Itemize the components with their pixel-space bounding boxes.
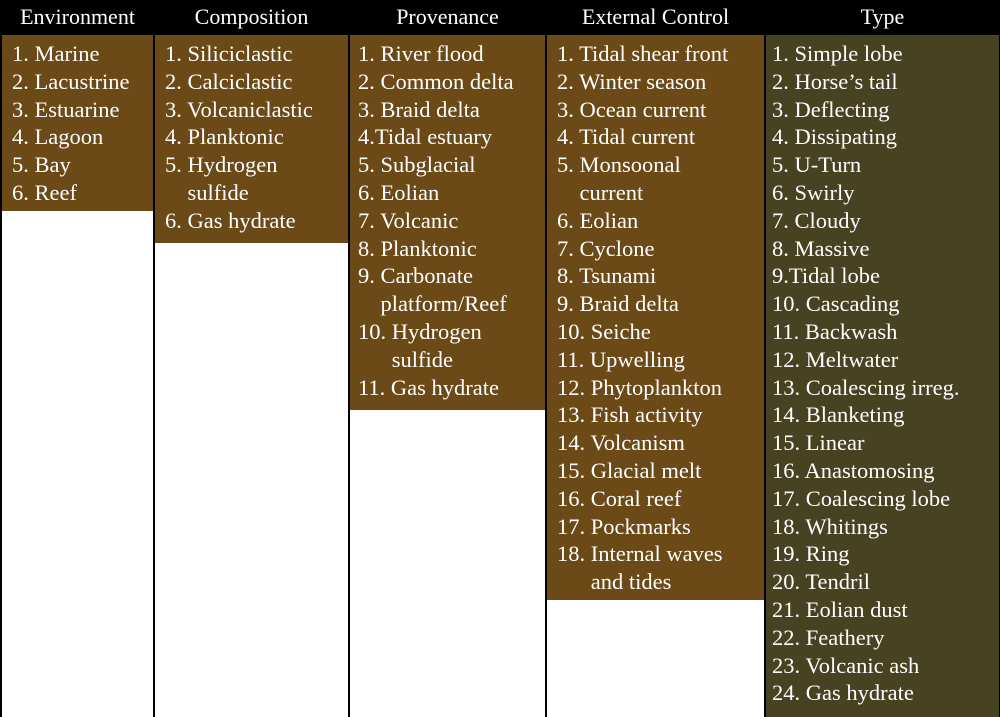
item-label: 21. Eolian dust	[772, 596, 908, 622]
item-label: 4. Tidal current	[557, 124, 696, 150]
type-item	[766, 429, 999, 457]
item-label: 18. Whitings	[772, 513, 888, 539]
composition-list	[155, 35, 348, 243]
environment-item	[2, 179, 153, 207]
item-label: 12. Meltwater	[772, 346, 899, 372]
environment-cell	[2, 35, 153, 717]
item-label-continued: current	[557, 179, 644, 205]
environment-item	[2, 123, 153, 151]
composition-column	[155, 0, 348, 717]
type-item	[766, 652, 999, 680]
item-label: 13. Fish activity	[557, 402, 703, 428]
item-label: 2. Lacustrine	[12, 68, 130, 94]
item-label: 1. Siliciclastic	[165, 41, 293, 66]
type-item	[766, 513, 999, 541]
item-label: 1. Tidal shear front	[557, 41, 729, 66]
item-label: 6. Eolian	[557, 207, 639, 233]
provenance-item	[350, 179, 545, 207]
item-label: 22. Feathery	[772, 624, 885, 650]
item-label: 5. Bay	[12, 152, 71, 178]
item-label-continued: sulfide	[165, 179, 249, 205]
provenance-column	[350, 0, 545, 717]
item-label: 5. U-Turn	[772, 152, 862, 178]
item-label: 7. Cyclone	[557, 235, 655, 261]
external-control-item	[547, 68, 764, 96]
external-control-item	[547, 457, 764, 485]
item-label: 6. Swirly	[772, 179, 855, 205]
type-column	[766, 0, 999, 717]
item-label-continued: platform/Reef	[358, 291, 507, 317]
type-item	[766, 68, 999, 96]
external-control-header: External Control	[581, 4, 730, 29]
item-label: 3. Volcaniclastic	[165, 96, 313, 122]
environment-item	[2, 151, 153, 179]
item-label: 7. Volcanic	[358, 207, 459, 233]
type-item	[766, 262, 999, 290]
external-control-item	[547, 485, 764, 513]
environment-item	[2, 40, 153, 68]
item-label: 10. Seiche	[557, 318, 651, 344]
type-item	[766, 568, 999, 596]
environment-list	[2, 35, 153, 211]
type-item	[766, 401, 999, 429]
external-control-cell	[547, 35, 764, 717]
external-control-item	[547, 374, 764, 402]
environment-column	[2, 0, 153, 717]
provenance-item	[350, 151, 545, 179]
provenance-item	[350, 68, 545, 96]
composition-item	[155, 151, 348, 207]
type-item	[766, 346, 999, 374]
item-label: 18. Internal waves	[557, 541, 723, 567]
external-control-item	[547, 207, 764, 235]
item-label: 5. Subglacial	[358, 152, 476, 178]
external-control-item	[547, 290, 764, 318]
type-item	[766, 596, 999, 624]
item-label: 3. Ocean current	[557, 96, 707, 122]
external-control-item	[547, 262, 764, 290]
item-label: 1. Simple lobe	[772, 41, 903, 66]
item-label: 10. Hydrogen	[358, 318, 482, 344]
external-control-item	[547, 401, 764, 429]
type-list	[766, 35, 999, 717]
environment-item	[2, 96, 153, 124]
item-label: 9.Tidal lobe	[772, 263, 880, 289]
provenance-item	[350, 96, 545, 124]
composition-cell	[155, 35, 348, 717]
item-label: 9. Carbonate	[358, 263, 473, 289]
type-item	[766, 624, 999, 652]
type-item	[766, 374, 999, 402]
item-label: 14. Blanketing	[772, 402, 905, 428]
provenance-header: Provenance	[396, 4, 499, 29]
external-control-item	[547, 40, 764, 68]
provenance-item	[350, 207, 545, 235]
item-label: 6. Eolian	[358, 179, 440, 205]
external-control-item	[547, 235, 764, 263]
item-label: 3. Estuarine	[12, 96, 120, 122]
item-label: 8. Massive	[772, 235, 870, 261]
item-label: 16. Coral reef	[557, 485, 682, 511]
item-label: 19. Ring	[772, 541, 850, 567]
item-label: 14. Volcanism	[557, 430, 685, 456]
external-control-item	[547, 96, 764, 124]
type-cell	[766, 35, 999, 717]
type-item	[766, 40, 999, 68]
item-label: 17. Coalescing lobe	[772, 485, 951, 511]
external-control-item	[547, 513, 764, 541]
provenance-item	[350, 318, 545, 374]
item-label: 11. Backwash	[772, 318, 898, 344]
composition-header: Composition	[194, 4, 309, 29]
type-header: Type	[860, 4, 905, 29]
composition-item	[155, 123, 348, 151]
item-label: 4.Tidal estuary	[358, 124, 493, 150]
type-item	[766, 207, 999, 235]
item-label: 12. Phytoplankton	[557, 374, 723, 400]
provenance-item	[350, 40, 545, 68]
type-item	[766, 96, 999, 124]
provenance-item	[350, 123, 545, 151]
item-label: 4. Planktonic	[165, 124, 284, 150]
item-label: 5. Monsoonal	[557, 152, 681, 178]
external-control-column	[547, 0, 764, 717]
external-control-item	[547, 429, 764, 457]
item-label: 20. Tendril	[772, 569, 870, 595]
item-label: 10. Cascading	[772, 291, 900, 317]
item-label: 1. River flood	[358, 41, 484, 66]
external-control-item	[547, 123, 764, 151]
item-label: 15. Glacial melt	[557, 457, 702, 483]
type-item	[766, 679, 999, 707]
external-control-item	[547, 318, 764, 346]
item-label: 23. Volcanic ash	[772, 652, 920, 678]
item-label: 1. Marine	[12, 41, 100, 66]
external-control-item	[547, 151, 764, 207]
item-label: 5. Hydrogen	[165, 152, 278, 178]
item-label: 8. Planktonic	[358, 235, 477, 261]
composition-item	[155, 96, 348, 124]
item-label: 7. Cloudy	[772, 207, 861, 233]
environment-header: Environment	[20, 4, 135, 29]
item-label: 11. Upwelling	[557, 346, 685, 372]
type-item	[766, 179, 999, 207]
composition-item	[155, 68, 348, 96]
item-label: 15. Linear	[772, 430, 865, 456]
item-label: 4. Dissipating	[772, 124, 898, 150]
environment-item	[2, 68, 153, 96]
item-label: 11. Gas hydrate	[358, 374, 499, 400]
external-control-list	[547, 35, 764, 600]
provenance-item	[350, 374, 545, 402]
item-label: 6. Gas hydrate	[165, 207, 296, 233]
type-item	[766, 123, 999, 151]
item-label: 9. Braid delta	[557, 291, 679, 317]
provenance-item	[350, 235, 545, 263]
provenance-item	[350, 262, 545, 318]
provenance-cell	[350, 35, 545, 717]
item-label: 2. Common delta	[358, 68, 514, 94]
type-item	[766, 318, 999, 346]
item-label: 2. Horse’s tail	[772, 68, 898, 94]
item-label: 3. Braid delta	[358, 96, 480, 122]
type-item	[766, 540, 999, 568]
item-label: 8. Tsunami	[557, 263, 657, 289]
item-label-continued: and tides	[557, 569, 672, 595]
item-label: 17. Pockmarks	[557, 513, 691, 539]
item-label: 24. Gas hydrate	[772, 680, 914, 706]
external-control-item	[547, 540, 764, 596]
type-item	[766, 485, 999, 513]
item-label: 16. Anastomosing	[772, 457, 935, 483]
item-label: 13. Coalescing irreg.	[772, 374, 960, 400]
item-label: 2. Winter season	[557, 68, 707, 94]
type-item	[766, 235, 999, 263]
item-label: 4. Lagoon	[12, 124, 104, 150]
provenance-list	[350, 35, 545, 410]
item-label: 3. Deflecting	[772, 96, 890, 122]
item-label-continued: sulfide	[358, 346, 453, 372]
type-item	[766, 457, 999, 485]
external-control-item	[547, 346, 764, 374]
composition-item	[155, 40, 348, 68]
composition-item	[155, 207, 348, 235]
item-label: 2. Calciclastic	[165, 68, 293, 94]
type-item	[766, 290, 999, 318]
type-item	[766, 151, 999, 179]
item-label: 6. Reef	[12, 179, 77, 205]
